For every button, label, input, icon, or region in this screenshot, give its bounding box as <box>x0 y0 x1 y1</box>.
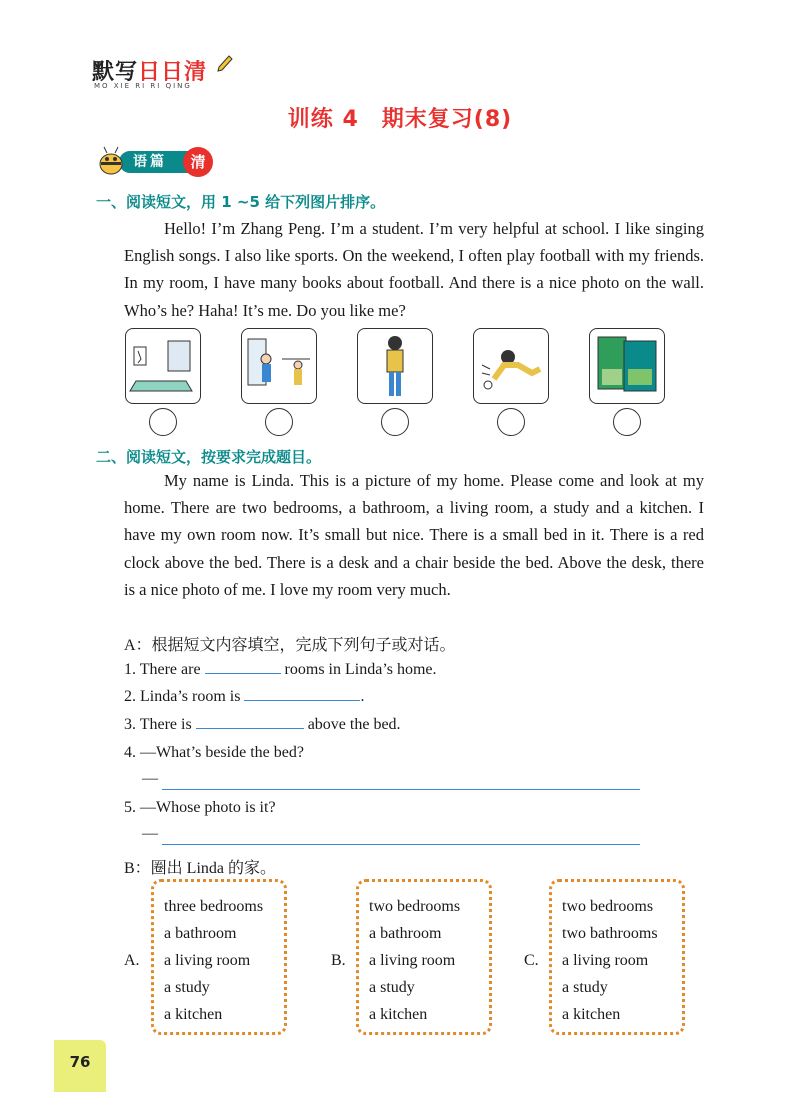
fill-item-post: above the bed. <box>307 716 401 733</box>
pencil-icon <box>216 55 234 73</box>
fill-item-pre: 3. There is <box>124 716 192 733</box>
option-line: a bathroom <box>369 925 442 942</box>
answer-circle[interactable] <box>381 408 409 436</box>
fill-item-1 <box>124 661 437 679</box>
fill-item-post: rooms in Linda’s home. <box>284 661 437 678</box>
brand-red: 日日清 <box>138 60 208 85</box>
singing-boy-icon <box>242 329 316 403</box>
option-c-box[interactable] <box>549 879 685 1035</box>
option-line: two bedrooms <box>369 898 461 915</box>
student-icon <box>358 329 432 403</box>
answer-blank[interactable] <box>196 728 304 729</box>
fill-item-3 <box>124 716 401 734</box>
fill-item-pre: 2. Linda’s room is <box>124 688 241 705</box>
answer-blank[interactable] <box>244 700 360 701</box>
option-line: a living room <box>369 952 456 969</box>
page-number: 76 <box>69 1053 91 1071</box>
option-line: three bedrooms <box>164 898 264 915</box>
option-line: two bedrooms <box>562 898 654 915</box>
section-label: 语篇 <box>119 151 199 173</box>
fill-item-post: . <box>360 688 365 705</box>
option-b-label[interactable]: B. <box>331 952 346 969</box>
section-badge-char: 清 <box>183 147 213 177</box>
answer-circle[interactable] <box>497 408 525 436</box>
answer-blank[interactable] <box>205 673 281 674</box>
football-player-icon <box>474 329 548 403</box>
answer-circle[interactable] <box>613 408 641 436</box>
books-icon <box>590 329 664 403</box>
option-line: two bathrooms <box>562 925 658 942</box>
option-line: a bathroom <box>164 925 237 942</box>
fill-item-4: 4. —What’s beside the bed? <box>124 744 304 761</box>
option-line: a kitchen <box>369 1006 428 1023</box>
section-badge <box>95 145 225 179</box>
option-line: a kitchen <box>562 1006 621 1023</box>
q2-passage: My name is Linda. This is a picture of my home. Please come and look at my home. There are two bedrooms, a bathroom, a living room, a study and a kitchen. I have my own room now. It’s small but nice. There is a small bed in it. There is a red clock above the bed. There is a desk and a chair beside the bed. Above the desk, there is a nice photo of me. I love my room very much. <box>124 471 704 599</box>
bee-mascot-icon <box>95 145 127 177</box>
option-c-label[interactable]: C. <box>524 952 539 969</box>
q2-heading: 二、阅读短文，按要求完成题目。 <box>96 448 322 466</box>
page-title: 训练 4 期末复习(8) <box>287 107 513 132</box>
answer-circle[interactable] <box>149 408 177 436</box>
q1-heading: 一、阅读短文，用 1 ~5 给下列图片排序。 <box>96 193 386 211</box>
option-line: a living room <box>562 952 649 969</box>
answer-line[interactable] <box>162 844 640 845</box>
option-line: a study <box>562 979 608 996</box>
option-b-box[interactable] <box>356 879 492 1035</box>
answer-circle[interactable] <box>265 408 293 436</box>
option-line: a kitchen <box>164 1006 223 1023</box>
brand-subtitle: MO XIE RI RI QING <box>94 82 192 90</box>
q1-passage: Hello! I’m Zhang Peng. I’m a student. I’m very helpful at school. I like singing English songs. I also like sports. On the weekend, I often play football with my friends. In my room, I have many books about football. And there is a nice photo on the wall. Who’s he? Haha! It’s me. Do you like me? <box>124 219 704 320</box>
picture-singing-boy <box>241 328 317 404</box>
part-a-instruction: A：根据短文内容填空，完成下列句子或对话。 <box>124 637 456 654</box>
picture-photo-on-wall <box>125 328 201 404</box>
fill-item-pre: 1. There are <box>124 661 201 678</box>
fill-item-5: 5. —Whose photo is it? <box>124 799 276 816</box>
picture-playing-football <box>473 328 549 404</box>
dash: — <box>142 825 158 842</box>
option-line: a study <box>369 979 415 996</box>
page-number-tab <box>54 1040 106 1092</box>
answer-line[interactable] <box>162 789 640 790</box>
option-a-box[interactable] <box>151 879 287 1035</box>
room-photo-icon <box>126 329 200 403</box>
picture-football-books <box>589 328 665 404</box>
brand-main: 默写 <box>92 60 139 85</box>
picture-helpful-student <box>357 328 433 404</box>
fill-item-2 <box>124 688 364 706</box>
option-line: a living room <box>164 952 251 969</box>
dash: — <box>142 770 158 787</box>
option-a-label[interactable]: A. <box>124 952 140 969</box>
option-line: a study <box>164 979 210 996</box>
part-b-instruction: B：圈出 Linda 的家。 <box>124 860 276 877</box>
